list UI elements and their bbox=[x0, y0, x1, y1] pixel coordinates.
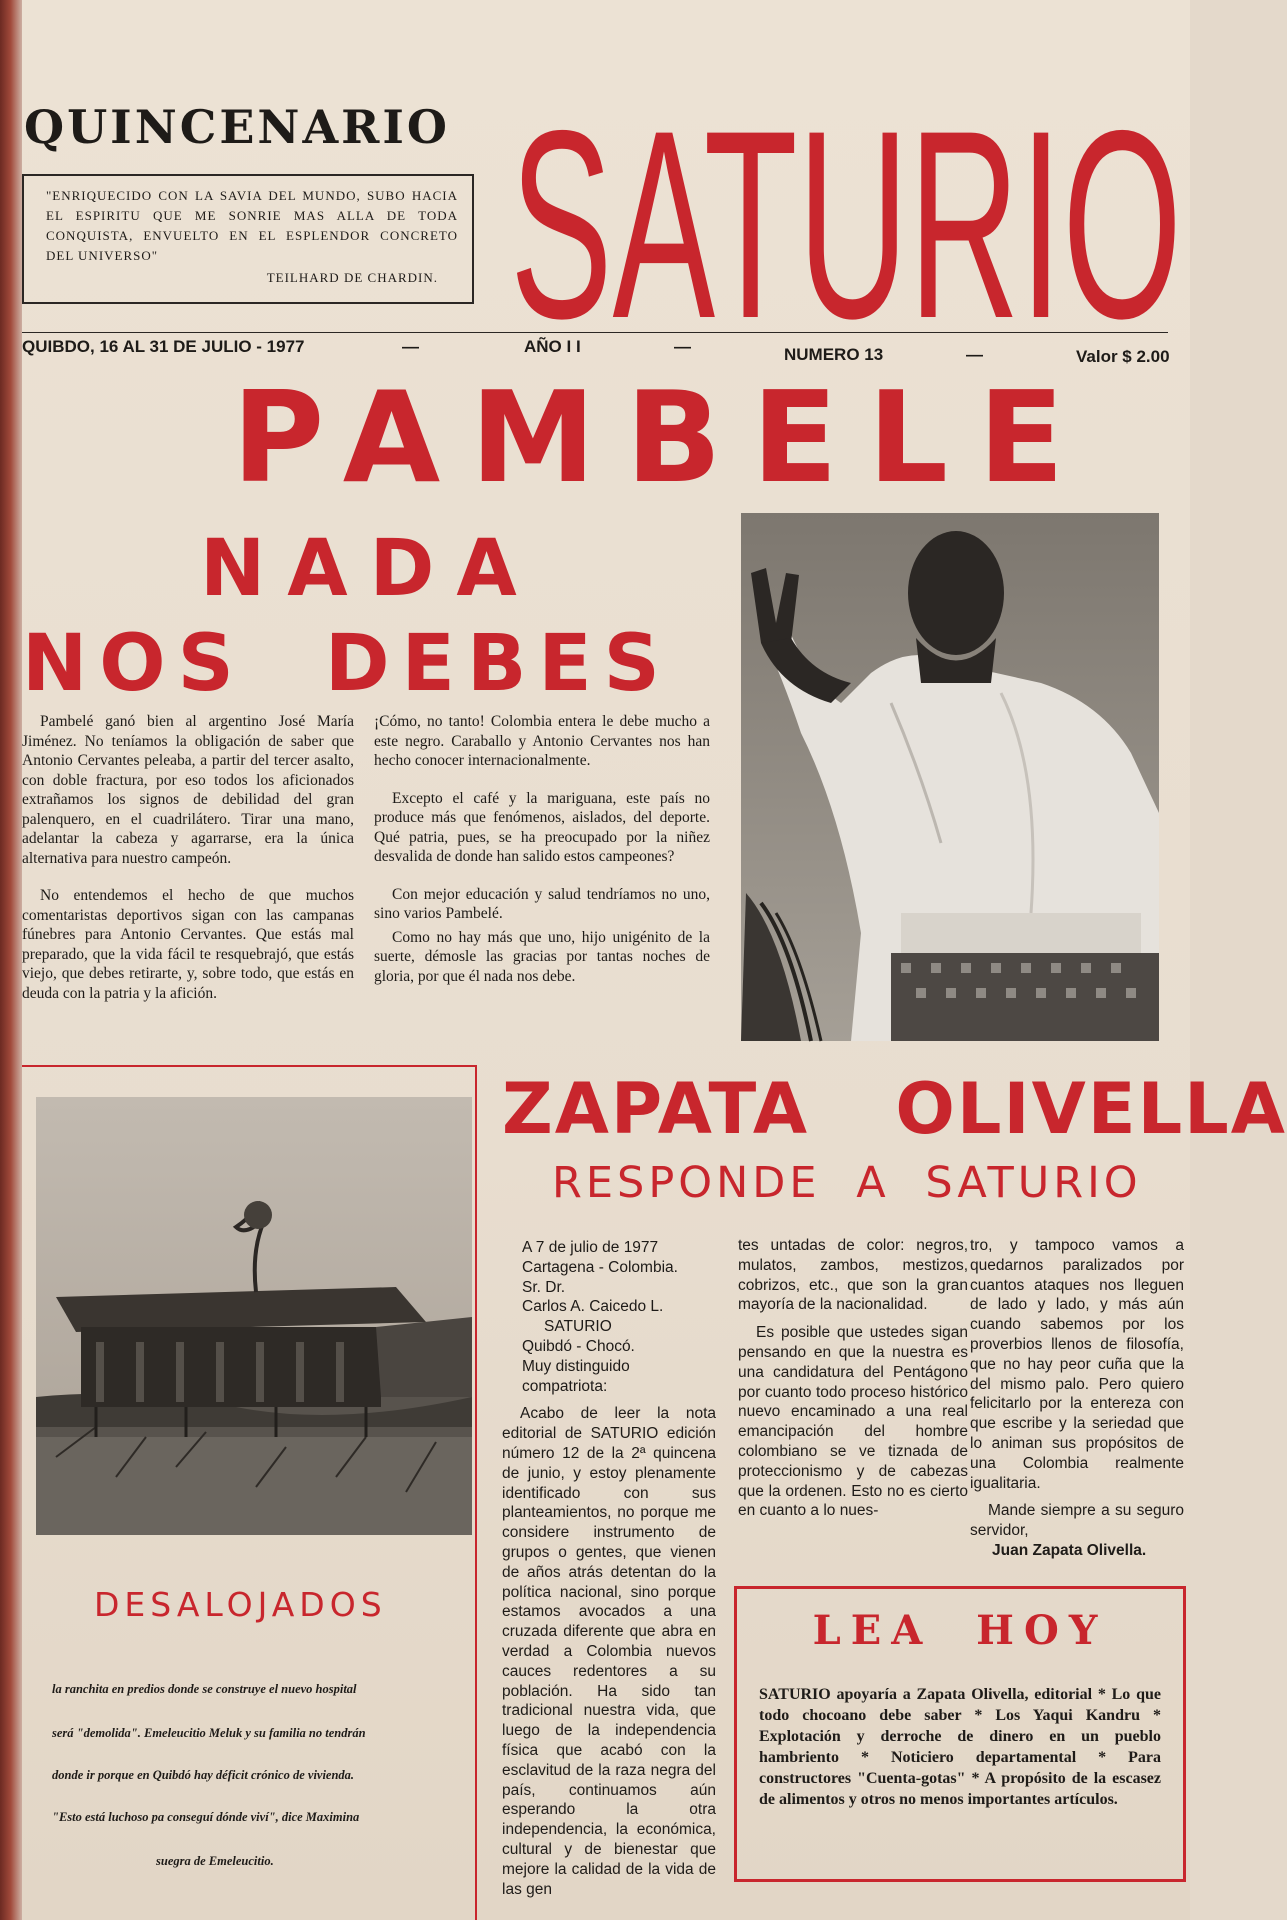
lead-story-column-2 bbox=[374, 712, 710, 1004]
saturio-logo-text: SATURIO bbox=[510, 74, 1182, 374]
letter-column-1 bbox=[502, 1238, 716, 1907]
letter-paragraph: tro, y tampoco vamos a quedarnos paralizados por cuantos ataques nos lleguen de lado y lado, y más aún cuando sabemos por los proverbios llenos de filosofía, que no hay peor cuña que la del mismo palo. Pero quiero felicitarlo por la entereza con que escribe y la seriedad que lo animan sus propósitos de una Colombia realmente igualitaria. bbox=[970, 1237, 1184, 1492]
caption-line: será "demolida". Emeleucitio Meluk y su familia no tendrán bbox=[52, 1726, 366, 1740]
newspaper-page bbox=[22, 0, 1287, 1920]
letter-recipient-place: Quibdó - Chocó. bbox=[522, 1337, 635, 1355]
headline-zapata-olivella bbox=[502, 1068, 1287, 1150]
caption-line: donde ir porque en Quibdó hay déficit crónico de vivienda. bbox=[52, 1768, 355, 1782]
letter-date: A 7 de julio de 1977 bbox=[522, 1239, 659, 1256]
desalojados-title: DESALOJADOS bbox=[94, 1585, 387, 1624]
lead-paragraph: Excepto el café y la mariguana, este país no produce más que fenómenos, aislados, del deporte. Qué patria, pues, se ha preocupado por la niñez desvalida de donde han salido estos campeones? bbox=[374, 789, 710, 865]
letter-column-3 bbox=[970, 1236, 1184, 1561]
caption-line: "Esto está luchoso pa conseguí dónde viví", dice Maximina bbox=[52, 1810, 360, 1824]
dateline-number: NUMERO 13 bbox=[784, 345, 884, 364]
lead-paragraph: ¡Cómo, no tanto! Colombia entera le debe mucho a este negro. Caraballo y Antonio Cervantes nos han hecho conocer internacionalmente. bbox=[374, 713, 710, 769]
subhead-responde: RESPONDE A SATURIO bbox=[552, 1158, 1142, 1208]
dateline-dash-1: — bbox=[402, 337, 419, 356]
boxer-photo-illustration bbox=[741, 513, 1159, 1041]
headline-olivella: OLIVELLA bbox=[895, 1068, 1287, 1150]
headline-nos-debes: NOS DEBES bbox=[22, 619, 672, 709]
lea-hoy-text: SATURIO apoyaría a Zapata Olivella, editorial * Lo que todo chocoano debe saber * Los Yaqui Kandru * Explotación y derroche de dinero en un pueblo hambriento * Noticiero departamental * Para constructores "Cuenta-gotas" * A propósito de la escasez de alimentos y otros no menos importantes artículos. bbox=[759, 1686, 1161, 1808]
lea-hoy-title: LEA HOY bbox=[812, 1607, 1108, 1654]
headline-pambele: PAMBELE bbox=[232, 364, 1095, 511]
letter-paragraph: Es posible que ustedes sigan pensando en que la nuestra es una candidatura del Pentágono por cuanto todo proceso histórico nuevo encaminado a una real emancipación del hombre colombiano se ve tiznada de proteccionismo y de cabezas que la ordenen. Esto no es cierto en cuanto a lo nues- bbox=[738, 1324, 968, 1520]
letter-greeting: Muy distinguido compatriota: bbox=[522, 1357, 630, 1395]
lea-hoy-box bbox=[734, 1586, 1186, 1882]
dateline-dash-3: — bbox=[966, 345, 983, 364]
lead-paragraph: Con mejor educación y salud tendríamos no uno, sino varios Pambelé. bbox=[374, 885, 710, 922]
epigraph-box bbox=[22, 174, 474, 304]
headline-zapata: ZAPATA bbox=[502, 1068, 810, 1150]
letter-column-2 bbox=[738, 1236, 968, 1529]
letter-salutation-title: Sr. Dr. bbox=[522, 1278, 566, 1296]
boxer-photo bbox=[741, 513, 1159, 1041]
letter-recipient-paper: SATURIO bbox=[544, 1318, 612, 1336]
lead-paragraph: No entendemos el hecho de que muchos comentaristas deportivos sigan con las campanas fúnebres para Antonio Cervantes. Que estás mal preparado, que la vida fácil te resquebrajó, que estás viejo, que debes retirarte, y, sobre todo, que estás en deuda con la patria y la afición. bbox=[22, 887, 354, 1002]
letter-place: Cartagena - Colombia. bbox=[522, 1258, 678, 1276]
quincenario-label: QUINCENARIO bbox=[24, 100, 450, 154]
letter-closing: Mande siempre a su seguro servidor, bbox=[970, 1502, 1184, 1540]
dateline-year: AÑO I I bbox=[524, 337, 581, 356]
caption-line: la ranchita en predios donde se construye el nuevo hospital bbox=[52, 1682, 357, 1696]
dateline-dash-2: — bbox=[674, 337, 691, 356]
letter-paragraph: Acabo de leer la nota editorial de SATURIO edición número 12 de la 2ª quincena de junio, y estoy plenamente identificado con sus planteamientos, no porque me considere instrumento de grupos o gentes, que vienen de años atrás detentan do la política nacional, sino porque estamos avocados a una cruzada diferente que abra en verdad a Colombia nuevos cauces redentores a su población. Ha sido tan tradicional nuestra vida, que luego de la independencia física que acabó con la esclavitud de la raza negra del país, continuamos aún esperando la otra independencia, la económica, cultural y de bienestar que mejore la calidad de la vida de las gen bbox=[502, 1405, 716, 1898]
lead-paragraph: Pambelé ganó bien al argentino José María Jiménez. No teníamos la obligación de saber que Antonio Cervantes peleaba, a partir del tercer asalto, con doble fractura, por eso todos los aficionados extrañamos los signos de debilidad del gran palenquero, en el cuadrilátero. Tirar una mano, adelantar la cabeza y agarrarse, era la única alternativa para nuestro campeón. bbox=[22, 713, 354, 867]
letter-paragraph: tes untadas de color: negros, mulatos, zambos, mestizos, cobrizos, etc., que son la gran mayoría de la nacionalidad. bbox=[738, 1237, 968, 1314]
letter-recipient: Carlos A. Caicedo L. bbox=[522, 1298, 664, 1316]
lead-story-column-1 bbox=[22, 712, 354, 1021]
dateline-place-date: QUIBDO, 16 AL 31 DE JULIO - 1977 bbox=[22, 337, 305, 356]
letter-signature: Juan Zapata Olivella. bbox=[992, 1541, 1147, 1559]
dateline-bar bbox=[22, 332, 1170, 366]
stilt-house-illustration bbox=[36, 1097, 472, 1535]
letter-header bbox=[502, 1238, 716, 1396]
epigraph-quote: "ENRIQUECIDO CON LA SAVIA DEL MUNDO, SUBO HACIA EL ESPIRITU QUE ME SONRIE MAS ALLA DE TODA CONQUISTA, ENVUELTO EN EL ESPLENDOR CONCRETO DEL UNIVERSO" bbox=[46, 188, 458, 263]
caption-line: suegra de Emeleucitio. bbox=[156, 1854, 274, 1868]
headline-nada: NADA bbox=[200, 524, 539, 614]
stilt-house-photo bbox=[36, 1097, 472, 1535]
lead-paragraph: Como no hay más que uno, hijo unigénito de la suerte, démosle las gracias por tantas noches de gloria, por que él nada nos debe. bbox=[374, 928, 710, 985]
epigraph-author: TEILHARD DE CHARDIN. bbox=[266, 270, 438, 285]
dateline-price: Valor $ 2.00 bbox=[1076, 347, 1170, 366]
